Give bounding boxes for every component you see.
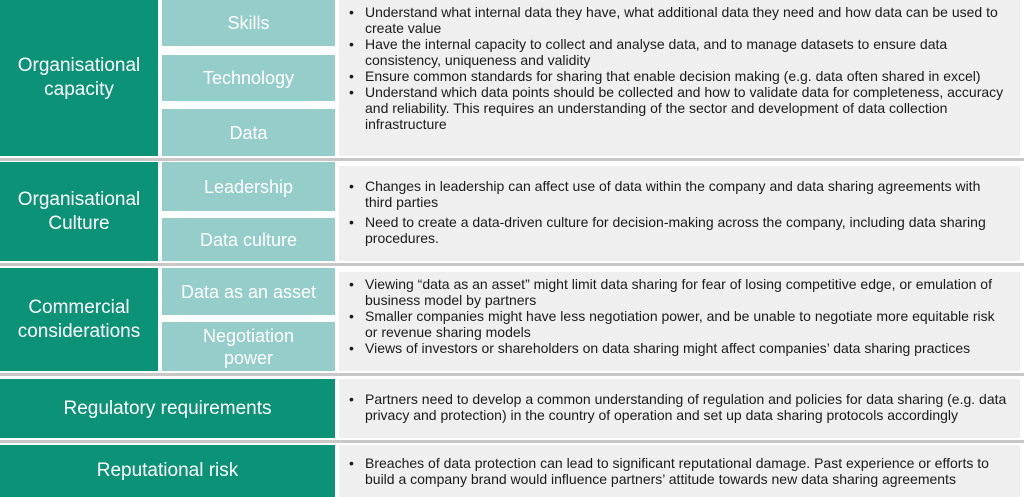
- subcategory-technology: [162, 55, 335, 101]
- subcategory-label: Data: [229, 122, 268, 143]
- description-organisational-capacity: [339, 0, 1020, 156]
- bullet-item: • Breaches of data protection can lead to significant reputational damage. Past experience or efforts to build a company brand would influence partners’ attitude towards new data sharing agreements: [345, 455, 1010, 487]
- subcategory-leadership: [162, 162, 335, 211]
- category-label: Organisational capacity: [17, 55, 141, 100]
- bullet-item: • Understand which data points should be collected and how to validate data for completeness, accuracy and reliability. This requires an understanding of the sector and development of data collection infrastructure: [345, 84, 1010, 132]
- category-commercial-considerations: [0, 268, 158, 371]
- category-label: Organisational Culture: [17, 188, 141, 234]
- description-commercial-considerations: [339, 272, 1020, 371]
- subcategory-label: Skills: [227, 13, 270, 33]
- bullet-item: • Understand what internal data they have, what additional data they need and how data can be used to create value: [345, 4, 1010, 36]
- subcategory-data: [162, 109, 335, 156]
- bullet-list: [345, 178, 1010, 246]
- category-label: Regulatory requirements: [63, 397, 272, 419]
- bullet-item: • Partners need to develop a common understanding of regulation and policies for data sharing (e.g. data privacy and protection) in the country of operation and set up data sharing protocols accordingly: [345, 391, 1010, 423]
- bullet-list: [345, 276, 1010, 356]
- category-regulatory-requirements: [0, 379, 335, 438]
- category-organisational-capacity: [0, 0, 158, 156]
- bullet-list: [345, 391, 1010, 423]
- bullet-item: • Changes in leadership can affect use of data within the company and data sharing agreements with third parties: [345, 178, 1010, 210]
- subcategory-label: Technology: [202, 68, 295, 88]
- row-divider: [0, 440, 1024, 443]
- description-organisational-culture: [339, 166, 1020, 261]
- description-regulatory-requirements: [339, 379, 1020, 438]
- bullet-list: [345, 455, 1010, 487]
- subcategory-label: Negotiation power: [202, 325, 295, 368]
- category-label: Reputational risk: [96, 460, 239, 481]
- row-divider: [0, 263, 1024, 266]
- bullet-item: • Smaller companies might have less negotiation power, and be unable to negotiate more equitable risk or revenue sharing models: [345, 308, 1010, 340]
- row-divider: [0, 158, 1024, 161]
- subcategory-label: Data as an asset: [180, 281, 317, 302]
- bullet-item: • Ensure common standards for sharing that enable decision making (e.g. data often shared in excel): [345, 68, 1010, 84]
- row-divider: [0, 373, 1024, 376]
- subcategory-skills: [162, 0, 335, 46]
- category-organisational-culture: [0, 162, 158, 261]
- bullet-item: • Viewing “data as an asset” might limit data sharing for fear of losing competitive edge, or emulation of business model by partners: [345, 276, 1010, 308]
- category-label: Commercial considerations: [17, 296, 141, 342]
- subcategory-label: Data culture: [199, 229, 298, 250]
- subcategory-data-culture: [162, 218, 335, 261]
- subcategory-data-as-an-asset: [162, 268, 335, 315]
- bullet-item: • Views of investors or shareholders on data sharing might affect companies’ data sharing practices: [345, 340, 1010, 356]
- description-reputational-risk: [339, 445, 1020, 497]
- category-reputational-risk: [0, 445, 335, 497]
- bullet-item: • Need to create a data-driven culture for decision-making across the company, including data sharing procedures.: [345, 214, 1010, 246]
- bullet-item: • Have the internal capacity to collect and analyse data, and to manage datasets to ensure data consistency, uniqueness and validity: [345, 36, 1010, 68]
- subcategory-label: Leadership: [203, 176, 294, 197]
- bullet-list: [345, 4, 1010, 132]
- subcategory-negotiation-power: [162, 322, 335, 371]
